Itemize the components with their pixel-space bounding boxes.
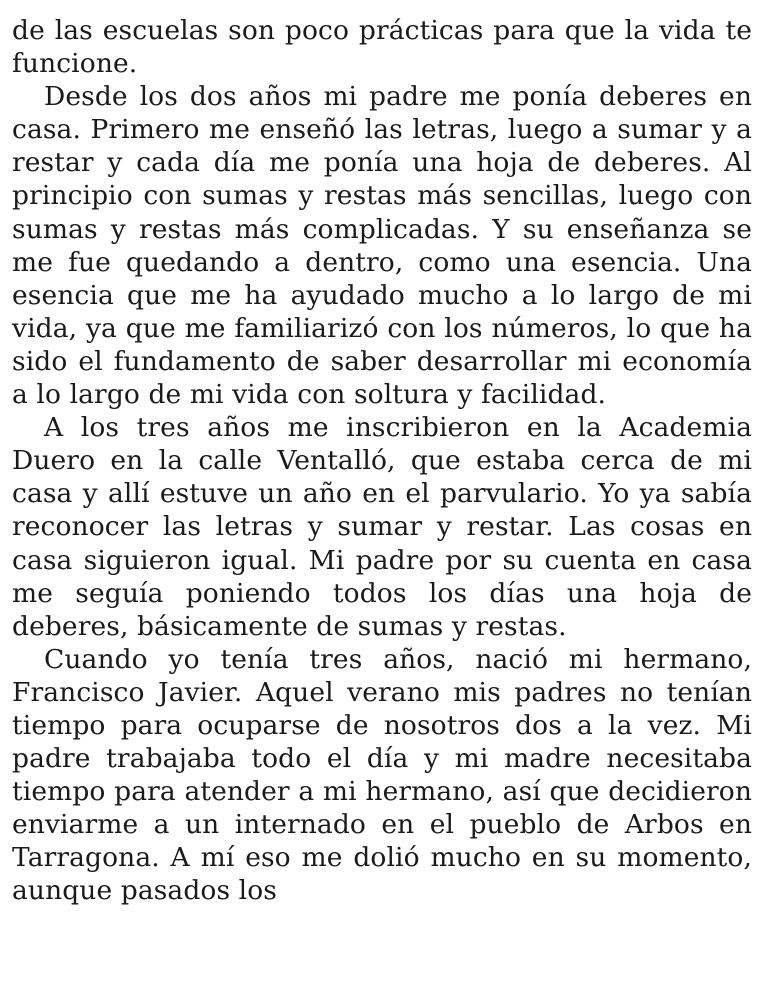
paragraph-brother-birth: Cuando yo tenía tres años, nació mi hermano, Francisco Javier. Aquel verano mis padres no tenían tiempo para ocuparse de nosotros dos a la vez. Mi padre trabajaba todo el día y mi madre necesitaba tiempo para atender a mi hermano, así que decidieron enviarme a un internado en el pueblo de Arbos en Tarragona. A mí eso me dolió mucho en su momento, aunque pasados los (12, 643, 752, 907)
paragraph-continuation: de las escuelas son poco prácticas para que la vida te funcione. (12, 15, 752, 80)
paragraph-academia-duero: A los tres años me inscribieron en la Academia Duero en la calle Ventalló, que estaba cerca de mi casa y allí estuve un año en el parvulario. Yo ya sabía reconocer las letras y sumar y restar. Las cosas en casa siguieron igual. Mi padre por su cuenta en casa me seguía poniendo todos los días una hoja de deberes, básicamente de sumas y restas. (12, 412, 752, 642)
paragraph-homework: Desde los dos años mi padre me ponía deberes en casa. Primero me enseñó las letras, luego a sumar y a restar y cada día me ponía una hoja de deberes. Al principio con sumas y restas más sencillas, luego con sumas y restas más complicadas. Y su enseñanza se me fue quedando a dentro, como una esencia. Una esencia que me ha ayudado mucho a lo largo de mi vida, ya que me familiarizó con los números, lo que ha sido el fundamento de saber desarrollar mi economía a lo largo de mi vida con soltura y facilidad. (12, 81, 752, 411)
